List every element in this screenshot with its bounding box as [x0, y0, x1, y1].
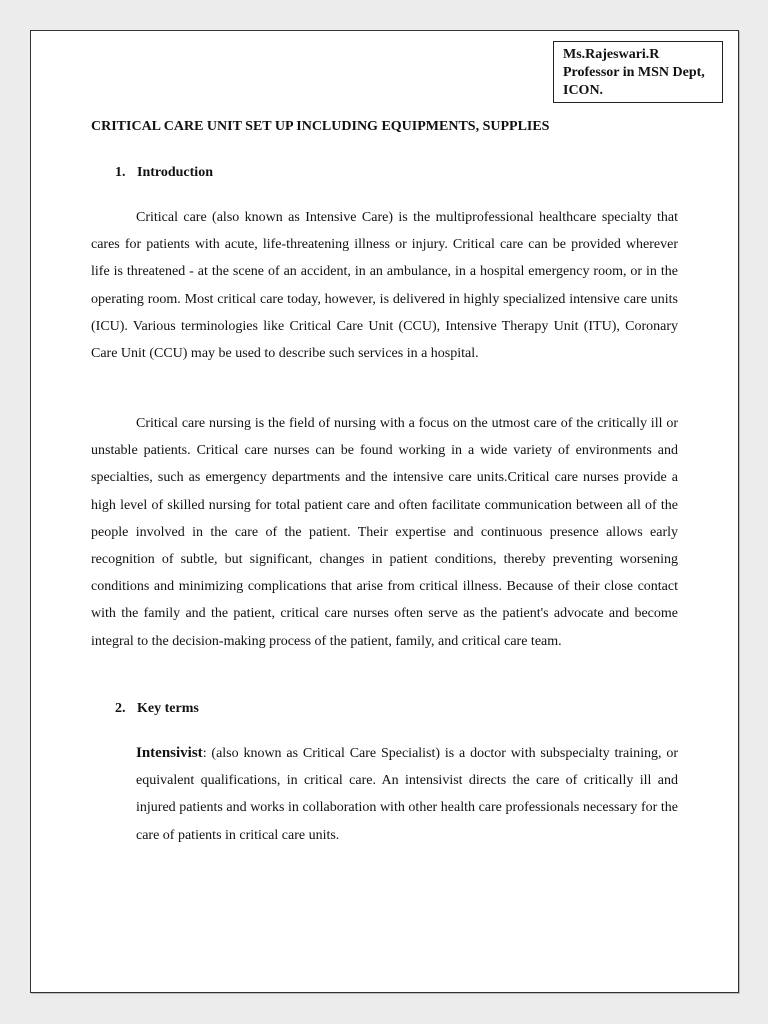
- section-heading-key-terms: [115, 701, 199, 717]
- term-definition: : (also known as Critical Care Specialist) is a doctor with subspecialty training, or equivalent qualifications, in critical care. An intensivist directs the care of critically ill and injured patients and works in collaboration with other health care professionals necessary for the care of patients in critical care units.: [136, 746, 678, 843]
- section-number: 2.: [115, 701, 126, 716]
- document-title: CRITICAL CARE UNIT SET UP INCLUDING EQUIPMENTS, SUPPLIES: [91, 119, 550, 134]
- author-position: Professor in MSN Dept,: [563, 65, 705, 80]
- term-name: Intensivist: [136, 745, 203, 761]
- section-title: Introduction: [137, 165, 213, 180]
- author-name: Ms.Rajeswari.R: [563, 47, 660, 62]
- section-title: Key terms: [137, 701, 199, 716]
- key-term-intensivist: [136, 740, 678, 849]
- section-heading-introduction: [115, 165, 213, 181]
- author-institution: ICON.: [563, 83, 604, 98]
- author-box: [553, 41, 723, 103]
- paragraph-introduction-1: Critical care (also known as Intensive Care) is the multiprofessional healthcare specialty that cares for patients with acute, life-threatening illness or injury. Critical care can be provided wherever life is threatened - at the scene of an accident, in an ambulance, in a hospital emergency room, or in the operating room. Most critical care today, however, is delivered in highly specialized intensive care units (ICU). Various terminologies like Critical Care Unit (CCU), Intensive Therapy Unit (ITU), Coronary Care Unit (CCU) may be used to describe such services in a hospital.: [91, 210, 678, 362]
- section-number: 1.: [115, 165, 126, 180]
- paragraph-introduction-2: Critical care nursing is the field of nursing with a focus on the utmost care of the critically ill or unstable patients. Critical care nurses can be found working in a wide variety of environments and specialties, such as emergency departments and the intensive care units.Critical care nurses provide a high level of skilled nursing for total patient care and often facilitate communication between all of the people involved in the care of the patient. Their expertise and continuous presence allows early recognition of subtle, but significant, changes in patient conditions, thereby preventing worsening conditions and minimizing complications that arise from critical illness. Because of their close contact with the family and the patient, critical care nurses often serve as the patient's advocate and become integral to the decision-making process of the patient, family, and critical care team.: [91, 416, 678, 649]
